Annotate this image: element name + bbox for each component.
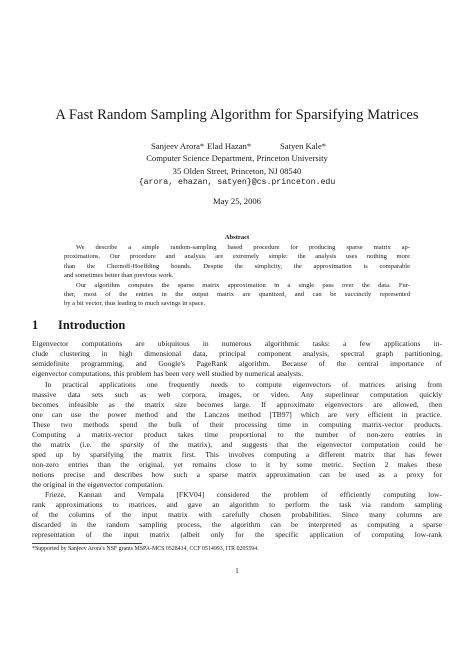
section-heading — [32, 318, 125, 333]
section-title: Introduction — [58, 318, 126, 332]
author-email: {arora, ehazan, satyen}@cs.princeton.edu — [138, 178, 336, 187]
paper-title: A Fast Random Sampling Algorithm for Sparsifying Matrices — [55, 107, 419, 123]
author-kale: Satyen Kale* — [280, 141, 327, 151]
body-line: clude clustering in high dimensional data, principal component analysis, spectral graph partitioning, — [32, 349, 442, 358]
emphasis-sparsity: sparsity — [119, 440, 144, 449]
paper-date: May 25, 2006 — [213, 196, 261, 206]
body-line: In practical applications one frequently needs to compute eigenvectors of matrices arising from — [45, 380, 442, 389]
section-number: 1 — [32, 318, 39, 332]
abstract-line: Our algorithm computes the sparse matrix approximation in a single pass over the data. Fur- — [76, 282, 410, 289]
footnote-rule — [32, 543, 142, 544]
body-line: Frieze, Kannan and Vempala [FKV04] considered the problem of efficiently computing low- — [45, 490, 442, 499]
body-line: becomes infeasible as the matrix size becomes large. If approximate eigenvectors are allowed, then — [32, 400, 442, 409]
body-line: notions precise and describes how such a sparse matrix approximation can be used as a proxy for — [32, 470, 442, 479]
affiliation-department: Computer Science Department, Princeton University — [146, 153, 328, 163]
body-line: These two methods spend the bulk of their processing time in computing matrix-vector products. — [32, 420, 442, 429]
body-line: non-zero entries than the original, yet remains close to it by some metric. Section 2 makes these — [32, 460, 442, 469]
body-line: sped up by sparsifying the matrix first. This involves computing a different matrix that has fewer — [32, 450, 442, 459]
abstract-line: ther, most of the entries in the output matrix are quantized, and can be succinctly represented — [64, 291, 410, 298]
body-line: the original in the eigenvector computation. — [32, 480, 165, 489]
body-text: the matrix (i.e. the — [32, 440, 120, 449]
body-line: discarded in the random sampling process, the algorithm can be interpreted as computing a sparse — [32, 520, 442, 529]
affiliation-address: 35 Olden Street, Princeton, NJ 08540 — [172, 166, 302, 176]
page-number: 1 — [235, 566, 239, 575]
author-arora: Sanjeev Arora* — [151, 141, 205, 151]
body-line: Eigenvector computations are ubiquitous in numerous algorithmic tasks: a few applications in- — [32, 339, 442, 348]
abstract-heading: Abstract — [224, 234, 250, 241]
abstract-line: than the Chernoff-Hoeffding bounds. Despite the simplicity, the approximation is comparable — [64, 263, 410, 270]
body-line: one can use the power method and the Lanczos method [TB97] which are very efficient in practice. — [32, 410, 442, 419]
abstract-line: We describe a simple random-sampling based procedure for producing sparse matrix ap- — [76, 244, 410, 251]
body-text: of the matrix), and suggests that the eigenvector computation could be — [143, 440, 443, 449]
body-line: semidefinite programming, and Google's PageRank algorithm. Because of the central importance of — [32, 359, 442, 368]
body-line: representation of the input matrix (albeit only for the specific application of computing low-rank — [32, 530, 442, 539]
abstract-line: proximations. Our procedure and analysis are extremely simple: the analysis uses nothing more — [64, 253, 410, 260]
body-line: eigenvector computations, this problem has been very well studied by numerical analysts. — [32, 369, 303, 378]
abstract-line: and sometimes better than previous work. — [64, 272, 174, 279]
body-line: massive data sets such as web corpora, images, or video. Any superlinear computation quickly — [32, 390, 442, 399]
body-line: rank approximations to matrices, and gave an algorithm to perform the task via random sampling — [32, 500, 442, 509]
abstract-line: by a bit vector, thus leading to much savings in space. — [64, 300, 206, 307]
body-line — [32, 440, 442, 450]
footnote: *Supported by Sanjeev Arora's NSF grants MSPA-MCS 0528414, CCF 0514993, ITR 0205594. — [32, 546, 259, 552]
body-line: Computing a matrix-vector product takes time proportional to the number of non-zero entries in — [32, 430, 442, 439]
author-hazan: Elad Hazan* — [207, 141, 252, 151]
body-line: of the columns of the input matrix with carefully chosen probabilities. Since many columns are — [32, 510, 442, 519]
